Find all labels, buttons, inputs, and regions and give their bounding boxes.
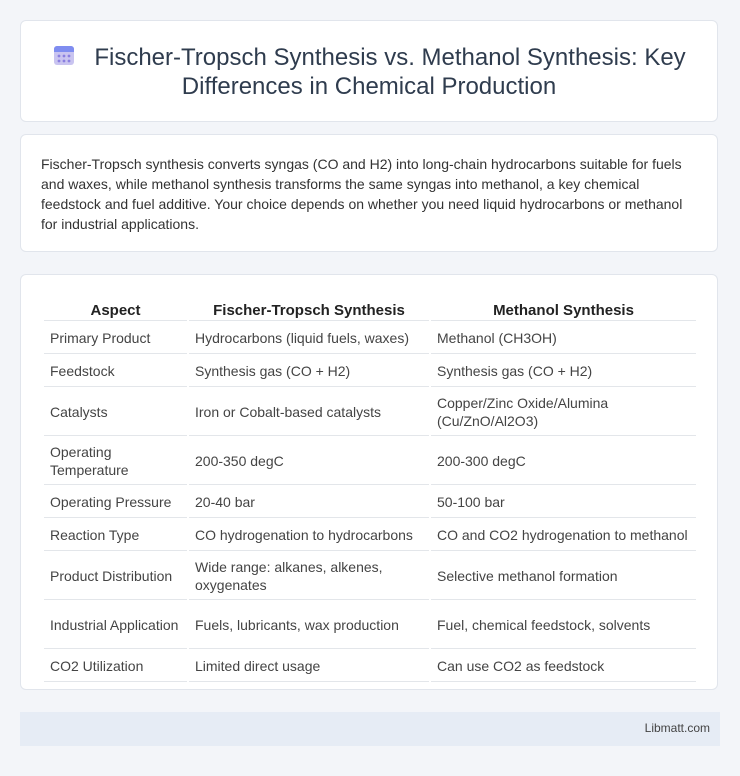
table-row — [44, 651, 696, 682]
cell-fischer-tropsch: Fuels, lubricants, wax production — [189, 602, 429, 649]
cell-methanol: Fuel, chemical feedstock, solvents — [431, 602, 696, 649]
cell-methanol: 50-100 bar — [431, 487, 696, 518]
table-row — [44, 323, 696, 354]
cell-fischer-tropsch: Iron or Cobalt-based catalysts — [189, 389, 429, 436]
cell-methanol: Selective methanol formation — [431, 553, 696, 600]
table-row — [44, 356, 696, 387]
header-aspect: Aspect — [44, 299, 187, 321]
cell-aspect: Catalysts — [44, 389, 187, 436]
footer-bar — [20, 712, 720, 746]
table-header-row — [44, 299, 696, 321]
intro-card — [20, 134, 718, 252]
page-title-wrap — [21, 43, 717, 101]
cell-aspect: Primary Product — [44, 323, 187, 354]
table-row — [44, 438, 696, 485]
cell-methanol: Can use CO2 as feedstock — [431, 651, 696, 682]
cell-methanol: Synthesis gas (CO + H2) — [431, 356, 696, 387]
cell-fischer-tropsch: 200-350 degC — [189, 438, 429, 485]
cell-fischer-tropsch: Limited direct usage — [189, 651, 429, 682]
table-row — [44, 520, 696, 551]
cell-aspect: Product Distribution — [44, 553, 187, 600]
cell-methanol: Copper/Zinc Oxide/Alumina (Cu/ZnO/Al2O3) — [431, 389, 696, 436]
cell-fischer-tropsch: Synthesis gas (CO + H2) — [189, 356, 429, 387]
page-title: Fischer-Tropsch Synthesis vs. Methanol Synthesis: Key Differences in Chemical Production — [94, 44, 686, 100]
cell-fischer-tropsch: 20-40 bar — [189, 487, 429, 518]
comparison-table — [42, 297, 698, 684]
title-card — [20, 20, 718, 122]
cell-aspect: Operating Pressure — [44, 487, 187, 518]
table-row — [44, 602, 696, 649]
table-row — [44, 553, 696, 600]
table-row — [44, 487, 696, 518]
cell-aspect: Industrial Application — [44, 602, 187, 649]
cell-fischer-tropsch: Wide range: alkanes, alkenes, oxygenates — [189, 553, 429, 600]
cell-aspect: Operating Temperature — [44, 438, 187, 485]
cell-fischer-tropsch: CO hydrogenation to hydrocarbons — [189, 520, 429, 551]
cell-aspect: Feedstock — [44, 356, 187, 387]
header-methanol: Methanol Synthesis — [431, 299, 696, 321]
calendar-icon — [52, 43, 76, 67]
cell-methanol: Methanol (CH3OH) — [431, 323, 696, 354]
cell-fischer-tropsch: Hydrocarbons (liquid fuels, waxes) — [189, 323, 429, 354]
table-row — [44, 389, 696, 436]
cell-aspect: Reaction Type — [44, 520, 187, 551]
cell-methanol: 200-300 degC — [431, 438, 696, 485]
header-fischer-tropsch: Fischer-Tropsch Synthesis — [189, 299, 429, 321]
cell-aspect: CO2 Utilization — [44, 651, 187, 682]
intro-paragraph: Fischer-Tropsch synthesis converts syngas (CO and H2) into long-chain hydrocarbons suitable for fuels and waxes, while methanol synthesis transforms the same syngas into methanol, a key chemical feedstock and fuel additive. Your choice depends on whether you need liquid hydrocarbons or methanol for industrial applications. — [41, 156, 683, 232]
comparison-card — [20, 274, 718, 690]
footer-brand-link[interactable]: Libmatt.com — [644, 721, 710, 735]
cell-methanol: CO and CO2 hydrogenation to methanol — [431, 520, 696, 551]
